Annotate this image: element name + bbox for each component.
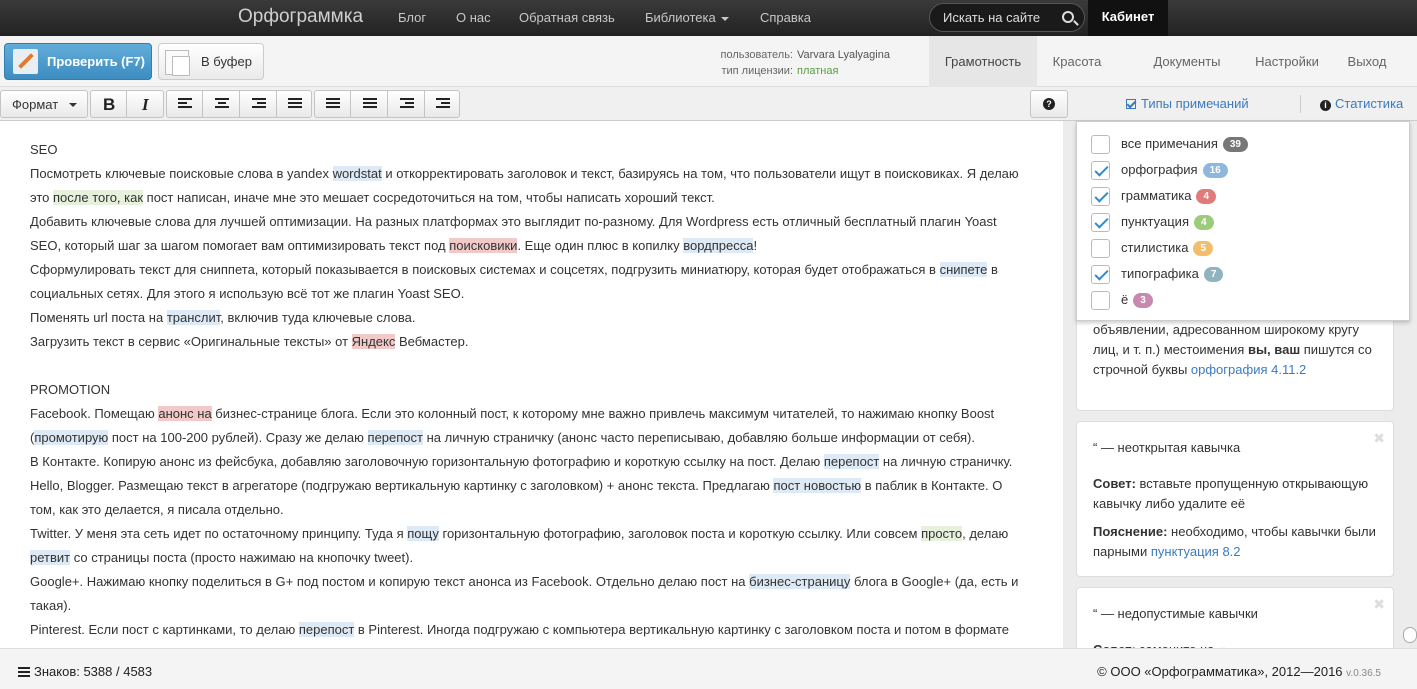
text-run: и откорректировать заголовок и текст, базируясь на том, что пользователи ищут в поисковиках. Я делаю это: [30, 166, 1019, 205]
bullet-list-icon: [326, 98, 340, 110]
char-count: [18, 664, 152, 679]
note-type-name: все примечания: [1121, 136, 1218, 151]
editor-paragraph[interactable]: [30, 258, 1030, 306]
text-run: Загрузить текст в сервис «Оригинальные тексты» от: [30, 334, 352, 349]
align-group: [166, 90, 312, 118]
format-dropdown[interactable]: [0, 90, 88, 118]
editor-paragraph[interactable]: [30, 522, 1030, 570]
align-left-icon: [178, 98, 192, 110]
align-center-icon: [215, 98, 229, 110]
text-run: бизнес-странице блога. Если это колонный пост, к которому мне важно привлечь максимум читателей, то нажимаю кнопку Boost (: [30, 406, 995, 445]
highlighted-word[interactable]: снипете: [939, 262, 988, 277]
text-editor[interactable]: [0, 121, 1063, 648]
text-run: пост написан, иначе мне это мешает сосредоточиться на том, чтобы написать хороший текст.: [143, 190, 715, 205]
italic-icon: I: [142, 95, 149, 114]
site-search: [929, 3, 1085, 32]
editor-paragraph[interactable]: [30, 210, 1030, 258]
tab-settings[interactable]: Настройки: [1255, 54, 1319, 69]
note-type-name: орфография: [1121, 162, 1198, 177]
align-justify-icon: [288, 98, 302, 110]
highlighted-word[interactable]: вордпресса: [683, 238, 754, 253]
checkbox[interactable]: [1091, 187, 1110, 206]
list-group: [314, 90, 460, 118]
highlighted-word[interactable]: промотирую: [34, 430, 109, 445]
note-type-label: [1121, 214, 1214, 230]
editor-paragraph[interactable]: [30, 450, 1030, 474]
text-run: Facebook. Помещаю: [30, 406, 159, 421]
note-type-label: [1121, 240, 1213, 256]
close-icon[interactable]: ✖: [1373, 430, 1385, 446]
text-run: Вебмастер.: [395, 334, 469, 349]
bold-button[interactable]: [91, 91, 127, 117]
footer: [0, 648, 1417, 689]
highlighted-word[interactable]: wordstat: [332, 166, 382, 181]
text-run: . Еще один плюс в копилку: [517, 238, 684, 253]
editor-paragraph[interactable]: [30, 570, 1030, 618]
note-type-label: [1121, 292, 1153, 308]
editor-paragraph[interactable]: [30, 618, 1030, 642]
editor-paragraph[interactable]: [30, 354, 1030, 378]
tab-beauty[interactable]: Красота: [1052, 54, 1102, 69]
text-run: на личную страничку.: [879, 454, 1013, 469]
text-run: , делаю: [962, 526, 1009, 541]
checkbox-icon: [1126, 99, 1136, 109]
text-run: в паблик в Контакте. О том, как это делается, я писала отдельно.: [30, 478, 1003, 517]
indent-icon: [436, 98, 450, 110]
editor-paragraph[interactable]: [30, 306, 1030, 330]
tab-documents[interactable]: Документы: [1153, 54, 1221, 69]
indent-button[interactable]: [426, 91, 460, 117]
caret-down-icon: [721, 17, 729, 21]
caret-down-icon: [69, 103, 77, 107]
statistics-label: Статистика: [1335, 96, 1404, 111]
pencil-icon: [13, 49, 38, 74]
nav-library[interactable]: [645, 10, 729, 25]
count-badge: 4: [1196, 189, 1216, 204]
text-run: Сформулировать текст для сниппета, который показывается в поисковых системах и соцсетях, подгрузить миниатюру, которая будет отображаться в: [30, 262, 940, 277]
text-run: SEO: [30, 142, 58, 157]
note-explanation: Пояснение: необходимо, чтобы кавычки были парными пунктуация 8.2: [1093, 524, 1376, 559]
highlighted-word[interactable]: перепост: [823, 454, 880, 469]
text-run: !: [753, 238, 758, 253]
highlighted-word[interactable]: поисковики: [449, 238, 518, 253]
nav-about[interactable]: О нас: [456, 10, 491, 25]
count-badge: 5: [1193, 241, 1213, 256]
top-navbar: [0, 0, 1417, 36]
numbered-list-icon: [363, 98, 377, 110]
license-value: платная: [797, 65, 839, 77]
version-text: v.0.36.5: [1346, 668, 1381, 679]
checkbox[interactable]: [1091, 239, 1110, 258]
list-icon: [18, 667, 30, 677]
italic-button[interactable]: [128, 91, 164, 117]
clipboard-icon: [165, 50, 189, 75]
text-run: Добавить ключевые слова для лучшей оптимизации. На разных платформах это выглядит по-разному. Для Wordpress есть отличный бесплатный плагин Yoast SEO, который шаг за шагом помогает вам оптимизировать текст под: [30, 214, 997, 253]
text-run: PROMOTION: [30, 382, 111, 397]
text-run: , включив туда ключевые слова.: [220, 310, 416, 325]
count-badge: 7: [1204, 267, 1224, 282]
note-card[interactable]: [1076, 421, 1394, 577]
count-badge: 39: [1223, 137, 1248, 152]
outdent-icon: [400, 98, 414, 110]
highlighted-word[interactable]: анонс на: [158, 406, 212, 421]
highlighted-word[interactable]: ретвит: [30, 550, 71, 565]
text-run: на личную страничку (анонс часто переписываю, добавляю больше информации от себя).: [422, 430, 975, 445]
note-type-label: [1121, 162, 1228, 178]
note-type-name: стилистика: [1121, 240, 1189, 255]
rule-link[interactable]: пунктуация 8.2: [1150, 544, 1241, 559]
editor-paragraph[interactable]: [30, 378, 1030, 402]
nav-library-label: Библиотека: [645, 10, 716, 25]
user-info: [700, 47, 890, 79]
note-advice: Совет: вставьте пропущенную открывающую кавычку либо удалите её: [1093, 476, 1369, 511]
editor-content[interactable]: [30, 138, 1030, 642]
note-type-name: грамматика: [1121, 188, 1192, 203]
bullet-list-button[interactable]: [315, 91, 351, 117]
text-run: Twitter. У меня эта сеть идет по остаточному принципу. Туда я: [30, 526, 408, 541]
tab-logout[interactable]: Выход: [1347, 54, 1387, 69]
divider: [1300, 95, 1301, 113]
highlighted-word[interactable]: перепост: [298, 622, 355, 637]
note-type-name: ё: [1121, 292, 1129, 307]
count-badge: 4: [1194, 215, 1214, 230]
text-run: В Контакте. Копирую анонс из фейсбука, добавляю заголовочную горизонтальную фотографию и короткую ссылку на пост. Делаю: [30, 454, 824, 469]
text-run: Посмотреть ключевые поисковые слова в yandex: [30, 166, 333, 181]
checkbox[interactable]: [1091, 291, 1110, 310]
align-left-button[interactable]: [167, 91, 203, 117]
user-label: пользователь:: [720, 49, 793, 61]
highlighted-word[interactable]: пост новостью: [773, 478, 862, 493]
note-card[interactable]: [1076, 311, 1394, 411]
text-run: Pinterest. Если пост с картинками, то делаю: [30, 622, 299, 637]
license-label: тип лицензии:: [721, 65, 793, 77]
nav-help[interactable]: Справка: [760, 10, 811, 25]
align-right-icon: [252, 98, 266, 110]
statistics-link[interactable]: [1320, 96, 1403, 111]
bold-icon: B: [103, 95, 116, 114]
note-title: “ — неоткрытая кавычка: [1093, 440, 1241, 455]
numbered-list-button[interactable]: [352, 91, 388, 117]
format-toolbar: [0, 87, 1417, 121]
checkbox[interactable]: [1091, 213, 1110, 232]
note-type-label: [1121, 136, 1248, 152]
check-button[interactable]: [4, 43, 152, 80]
format-dropdown-label: Формат: [12, 97, 59, 112]
note-type-label: [1121, 266, 1223, 282]
editor-paragraph[interactable]: [30, 330, 1030, 354]
outdent-button[interactable]: [389, 91, 425, 117]
char-count-text: Знаков: 5388 / 4583: [34, 664, 153, 679]
checkbox[interactable]: [1091, 135, 1110, 154]
nav-feedback[interactable]: Обратная связь: [519, 10, 615, 25]
tab-literacy[interactable]: Грамотность: [929, 36, 1037, 87]
text-run: пост на 100-200 рублей). Сразу же делаю: [108, 430, 368, 445]
note-title: “ — недопустимые кавычки: [1093, 606, 1258, 621]
note-type-label: [1121, 188, 1216, 204]
highlighted-word[interactable]: пощу: [407, 526, 439, 541]
note-types-dropdown: [1076, 121, 1410, 321]
align-center-button[interactable]: [204, 91, 240, 117]
count-badge: 16: [1203, 163, 1228, 178]
copyright: [1097, 664, 1381, 679]
check-button-label: Проверить (F7): [47, 54, 146, 69]
editor-paragraph[interactable]: [30, 474, 1030, 522]
highlighted-word[interactable]: Яндекс: [351, 334, 396, 349]
note-types-toggle[interactable]: [1126, 96, 1249, 111]
cabinet-button[interactable]: Кабинет: [1088, 0, 1168, 36]
note-type-name: типографика: [1121, 266, 1199, 281]
align-justify-button[interactable]: [278, 91, 312, 117]
text-run: Google+. Нажимаю кнопку поделиться в G+ под постом и копирую текст анонса из Facebook. Отдельно делаю пост на: [30, 574, 750, 589]
editor-paragraph[interactable]: [30, 162, 1030, 210]
align-right-button[interactable]: [241, 91, 277, 117]
search-icon[interactable]: [1062, 11, 1074, 23]
text-run: блога в Google+ (да, есть и такая).: [30, 574, 1019, 613]
copyright-text: © ООО «Орфограмматика», 2012—2016: [1097, 664, 1343, 679]
checkbox[interactable]: [1091, 265, 1110, 284]
checkbox[interactable]: [1091, 161, 1110, 180]
count-badge: 3: [1133, 293, 1153, 308]
question-icon: ?: [1043, 98, 1055, 110]
highlighted-word[interactable]: бизнес-страницу: [749, 574, 851, 589]
buffer-button-label: В буфер: [201, 54, 252, 69]
note-type-name: пунктуация: [1121, 214, 1189, 229]
brand-logo[interactable]: Орфограммка: [238, 6, 364, 27]
text-style-group: [90, 90, 164, 118]
editor-paragraph[interactable]: [30, 402, 1030, 450]
text-run: Поменять url поста на: [30, 310, 167, 325]
highlighted-word[interactable]: после того, как: [53, 190, 144, 205]
note-types-label: Типы примечаний: [1141, 96, 1249, 111]
rule-link[interactable]: орфография 4.11.2: [1190, 362, 1307, 377]
text-run: горизонтальную фотографию, заголовок поста и короткую ссылку. Или совсем: [438, 526, 922, 541]
text-run: со страницы поста (просто нажимаю на кнопочку tweet).: [70, 550, 414, 565]
info-icon: i: [1320, 100, 1331, 111]
highlighted-word[interactable]: транслит: [166, 310, 221, 325]
nav-blog[interactable]: Блог: [398, 10, 427, 25]
user-name: Varvara Lyalyagina: [797, 49, 890, 61]
scroll-handle[interactable]: [1403, 627, 1417, 643]
highlighted-word[interactable]: перепост: [367, 430, 423, 445]
copy-to-buffer-button[interactable]: [158, 43, 264, 80]
close-icon[interactable]: ✖: [1373, 596, 1385, 612]
text-run: Hello, Blogger. Размещаю текст в агрегаторе (подгружаю вертикальную картинку с заголовком) + анонс текста. Предлагаю: [30, 478, 774, 493]
editor-paragraph[interactable]: [30, 138, 1030, 162]
text-run: в социальных сетях. Для этого я использую всё тот же плагин Yoast SEO.: [30, 262, 998, 301]
text-run: в Pinterest. Иногда подгружаю с компьютера вертикальную картинку с заголовком поста и потом в формате: [354, 622, 1010, 637]
search-input[interactable]: [943, 10, 1058, 25]
help-button[interactable]: [1030, 90, 1068, 118]
note-text: объявлении, адресованном широкому кругу лиц, и т. п.) местоимения вы, ваш пишутся со строчной буквы орфография 4.11.2: [1093, 322, 1372, 377]
highlighted-word[interactable]: просто: [921, 526, 963, 541]
